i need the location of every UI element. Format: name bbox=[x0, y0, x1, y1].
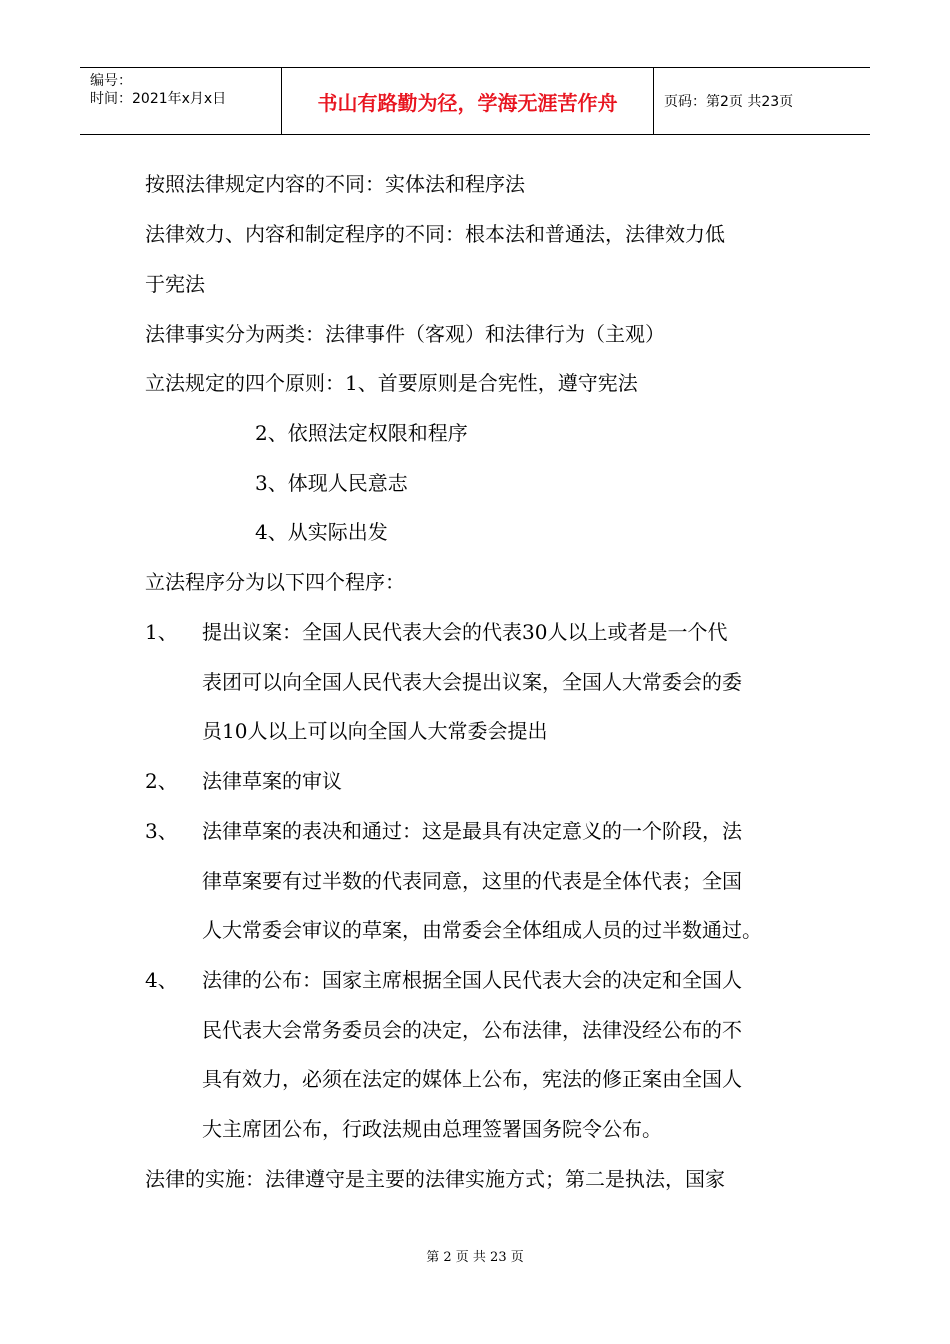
header-motto: 书山有路勤为径，学海无涯苦作舟 bbox=[282, 68, 654, 134]
list-item-line: 律草案要有过半数的代表同意，这里的代表是全体代表；全国 bbox=[202, 869, 742, 893]
text-line: 立法规定的四个原则：1、首要原则是合宪性，遵守宪法 bbox=[145, 371, 638, 395]
list-item-line: 表团可以向全国人民代表大会提出议案，全国人大常委会的委 bbox=[202, 670, 742, 694]
text-line: 法律事实分为两类：法律事件（客观）和法律行为（主观） bbox=[145, 322, 665, 346]
list-item-line: 法律的公布：国家主席根据全国人民代表大会的决定和全国人 bbox=[202, 968, 742, 992]
list-item-line: 法律草案的审议 bbox=[202, 769, 342, 793]
list-number: 4、 bbox=[145, 968, 178, 992]
text-line: 于宪法 bbox=[145, 272, 205, 296]
list-item-line: 提出议案：全国人民代表大会的代表30人以上或者是一个代 bbox=[202, 620, 728, 644]
list-item-line: 民代表大会常务委员会的决定，公布法律，法律没经公布的不 bbox=[202, 1018, 742, 1042]
principle-item: 4、从实际出发 bbox=[255, 520, 388, 544]
header-page-info: 页码：第2页 共23页 bbox=[664, 94, 794, 110]
page-header bbox=[80, 67, 870, 135]
text-line: 立法程序分为以下四个程序： bbox=[145, 570, 405, 594]
document-number: 编号： bbox=[90, 73, 132, 89]
header-meta bbox=[80, 68, 282, 134]
list-number: 3、 bbox=[145, 819, 178, 843]
document-date: 时间：2021年x月x日 bbox=[90, 91, 227, 107]
list-item-line: 具有效力，必须在法定的媒体上公布，宪法的修正案由全国人 bbox=[202, 1067, 742, 1091]
list-item-line: 大主席团公布，行政法规由总理签署国务院令公布。 bbox=[202, 1117, 662, 1141]
text-line: 法律效力、内容和制定程序的不同：根本法和普通法，法律效力低 bbox=[145, 222, 725, 246]
list-item-line: 人大常委会审议的草案，由常委会全体组成人员的过半数通过。 bbox=[202, 918, 762, 942]
text-line: 法律的实施：法律遵守是主要的法律实施方式；第二是执法，国家 bbox=[145, 1167, 725, 1191]
principle-item: 2、依照法定权限和程序 bbox=[255, 421, 468, 445]
list-item-line: 法律草案的表决和通过：这是最具有决定意义的一个阶段，法 bbox=[202, 819, 742, 843]
list-number: 1、 bbox=[145, 620, 178, 644]
list-number: 2、 bbox=[145, 769, 178, 793]
principle-item: 3、体现人民意志 bbox=[255, 471, 408, 495]
page-footer: 第 2 页 共 23 页 bbox=[426, 1250, 524, 1265]
text-line: 按照法律规定内容的不同：实体法和程序法 bbox=[145, 172, 525, 196]
list-item-line: 员10人以上可以向全国人大常委会提出 bbox=[202, 719, 548, 743]
